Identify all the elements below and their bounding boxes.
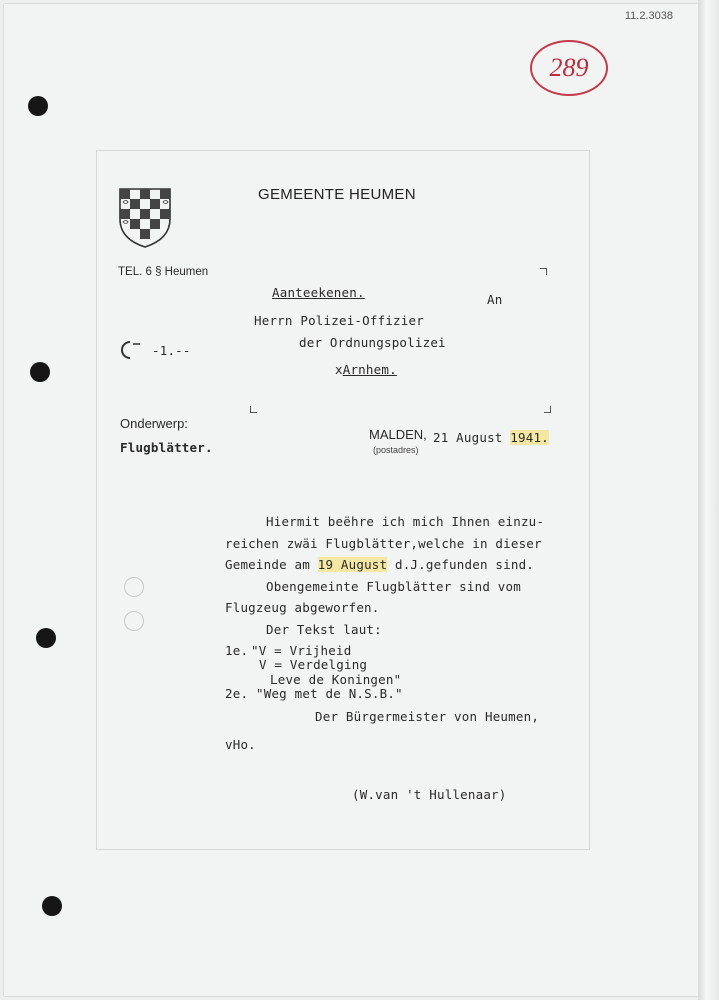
subject-label: Onderwerp: [120, 416, 188, 431]
highlighted-date: 19 August [317, 557, 388, 572]
list-item-line: Leve de Koningen" [270, 672, 402, 687]
list-item-line: V = Verdelging [259, 657, 368, 672]
body-line: Hiermit beëhre ich mich Ihnen einzu- [266, 514, 545, 529]
dateline-date [433, 430, 549, 445]
body-line [225, 557, 534, 572]
body-line: reichen zwäi Flugblätter,welche in dieser [225, 536, 542, 551]
window-corner-mark [540, 268, 547, 275]
window-corner-mark [544, 406, 551, 413]
date-year: 1941. [510, 430, 549, 445]
punch-hole [36, 628, 56, 648]
dateline-place: MALDEN, [369, 427, 427, 442]
closing-initials: vHo. [225, 737, 256, 752]
registered-mail-note: Aanteekenen. [272, 285, 365, 300]
telephone-line: TEL. 6 § Heumen [118, 266, 209, 278]
bracket-mark-icon [118, 340, 142, 360]
list-item-line: "V = Vrijheid [251, 643, 352, 658]
coat-of-arms-icon [118, 187, 172, 249]
list-number: 1e. [225, 643, 249, 658]
body-line: Obengemeinte Flugblätter sind vom [266, 579, 521, 594]
list-item-line: "Weg met de N.S.B." [256, 686, 403, 701]
recipient-city: Arnhem. [342, 362, 397, 377]
page-number: 289 [549, 53, 589, 82]
subject-value: Flugblätter. [120, 440, 213, 455]
punch-hole [28, 96, 48, 116]
city-mark: x [335, 362, 343, 377]
body-line: Der Tekst laut: [266, 622, 382, 637]
closing-title: Der Bürgermeister von Heumen, [315, 709, 540, 724]
address-prefix: An [487, 292, 503, 307]
signatory-name: (W.van 't Hullenaar) [352, 787, 507, 802]
body-line: Flugzeug abgeworfen. [225, 600, 380, 615]
reference-number: -1.-- [152, 343, 191, 358]
date-day-month: 21 August [433, 430, 511, 445]
page-number-stamp [530, 40, 608, 96]
punch-hole [42, 896, 62, 916]
list-number: 2e. [225, 686, 249, 701]
recipient-line-1: Herrn Polizei-Offizier [254, 313, 424, 328]
recipient-line-2: der Ordnungspolizei [299, 335, 446, 350]
body-text: Gemeinde am [225, 557, 318, 572]
recipient-city-line [335, 362, 397, 377]
municipality-heading: GEMEENTE HEUMEN [258, 186, 416, 203]
letter-frame [96, 150, 590, 850]
dateline-place-note: (postadres) [373, 445, 419, 455]
window-corner-mark [250, 406, 257, 413]
archive-number: 11.2.3038 [624, 10, 673, 22]
body-text: d.J.gefunden sind. [387, 557, 535, 572]
scan-edge [698, 0, 719, 1000]
punch-hole [30, 362, 50, 382]
